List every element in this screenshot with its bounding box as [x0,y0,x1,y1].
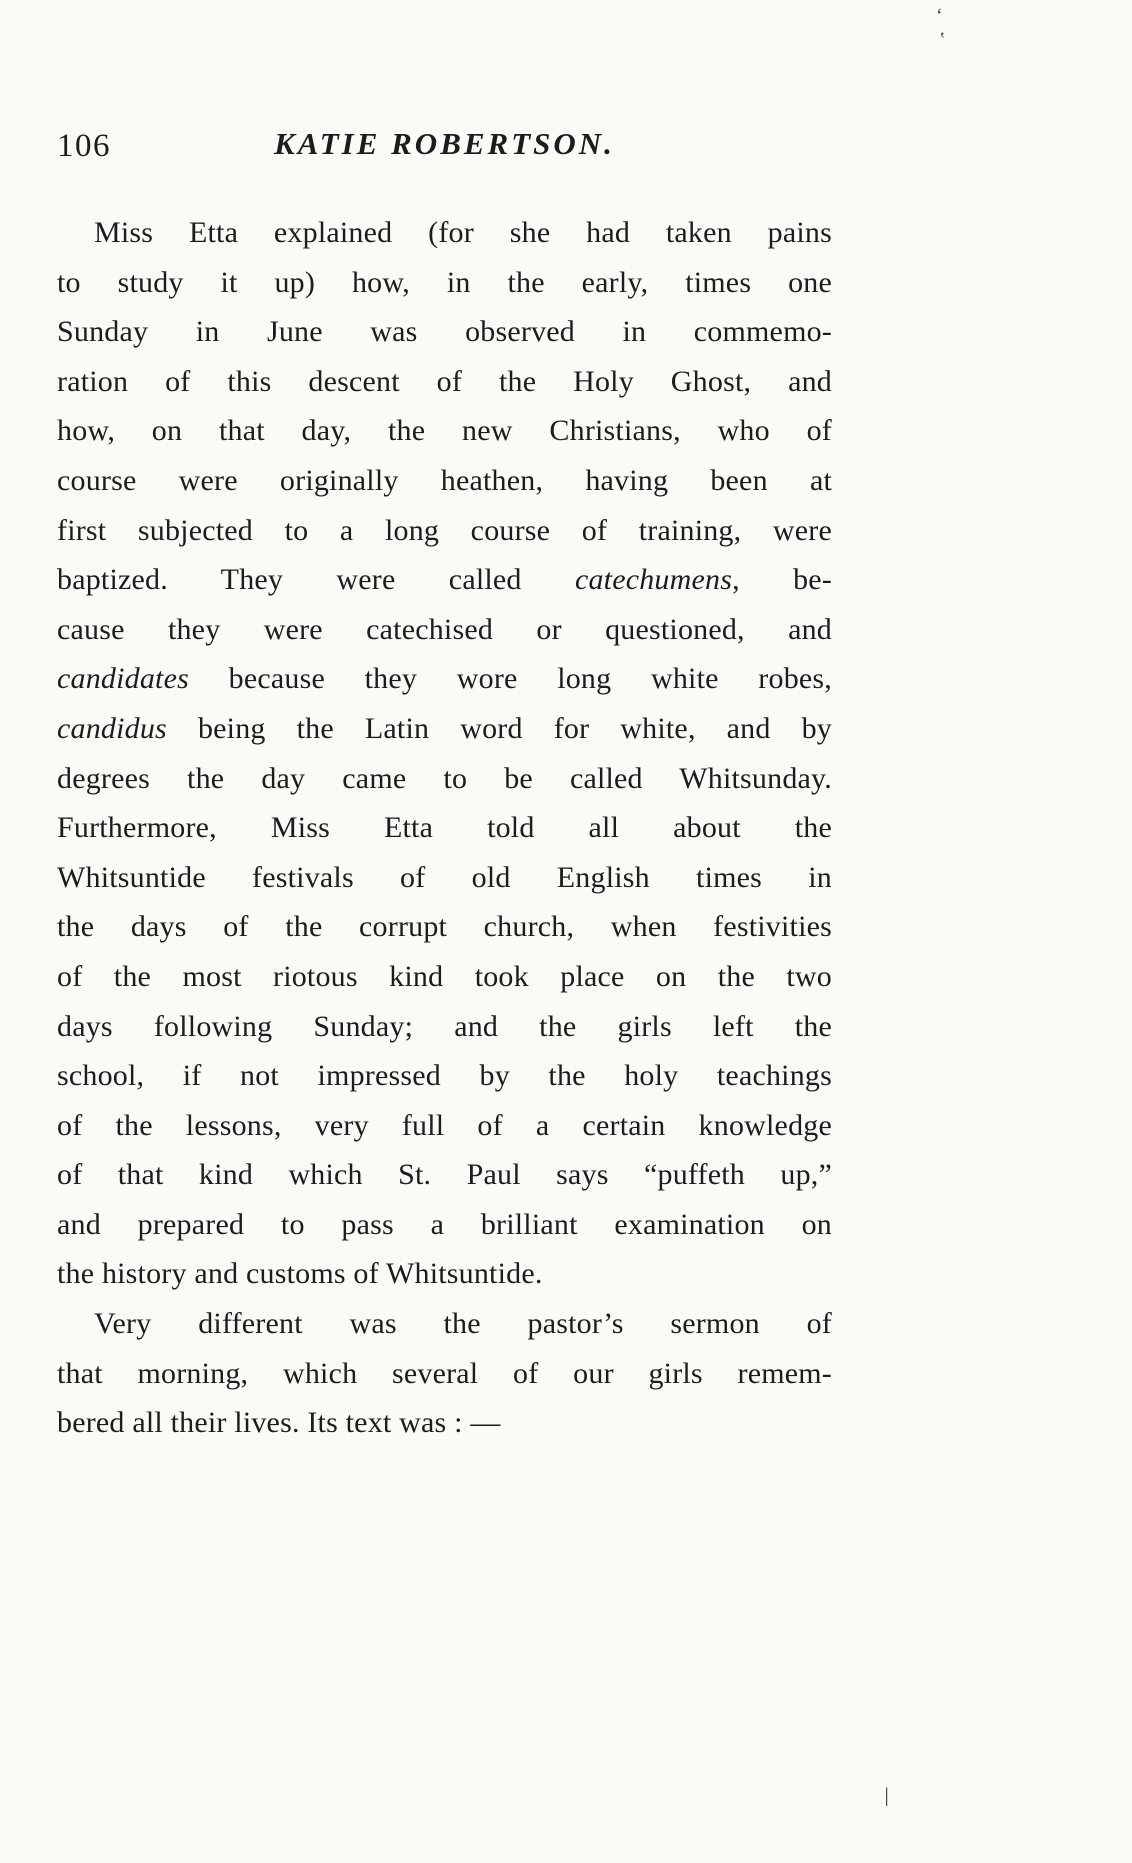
scan-mark-bottom: ǀ [884,1783,890,1812]
text-line: cause they were catechised or questioned, and [57,612,832,646]
text-line: that morning, which several of our girls remem- [57,1356,832,1390]
text-line: bered all their lives. Its text was : — [57,1406,501,1440]
text-line: ration of this descent of the Holy Ghost, and [57,364,832,398]
text-line: school, if not impressed by the holy teachings [57,1059,832,1093]
text-line: candidates because they wore long white robes, [57,662,832,696]
text-line: how, on that day, the new Christians, who of [57,414,832,448]
text-line: Sunday in June was observed in commemo- [57,315,832,349]
text-line: first subjected to a long course of training, were [57,513,832,547]
text-line: of the lessons, very full of a certain knowledge [57,1108,832,1142]
paragraph [57,208,832,1299]
scan-mark-top-1: ʻ [936,5,943,27]
paragraph [57,1299,832,1448]
text-line: days following Sunday; and the girls left the [57,1009,832,1043]
text-line: Whitsuntide festivals of old English times in [57,860,832,894]
text-line: baptized. They were called catechumens, be- [57,563,832,597]
scan-mark-top-2: ʽ [939,29,946,51]
body-text [57,208,832,1448]
page-header [57,126,832,170]
text-line: Furthermore, Miss Etta told all about the [57,811,832,845]
text-line: candidus being the Latin word for white, and by [57,711,832,745]
text-line: Very different was the pastor’s sermon of [94,1307,832,1341]
running-title: KATIE ROBERTSON. [274,126,615,161]
text-line: to study it up) how, in the early, times one [57,265,832,299]
text-line: and prepared to pass a brilliant examination on [57,1207,832,1241]
text-line: the days of the corrupt church, when festivities [57,910,832,944]
text-line: of that kind which St. Paul says “puffeth up,” [57,1158,832,1192]
text-line: of the most riotous kind took place on the two [57,959,832,993]
text-line: degrees the day came to be called Whitsunday. [57,761,832,795]
page-number: 106 [57,128,111,164]
text-line: Miss Etta explained (for she had taken pains [94,216,832,249]
text-line: the history and customs of Whitsuntide. [57,1257,543,1291]
text-line: course were originally heathen, having been at [57,463,832,497]
